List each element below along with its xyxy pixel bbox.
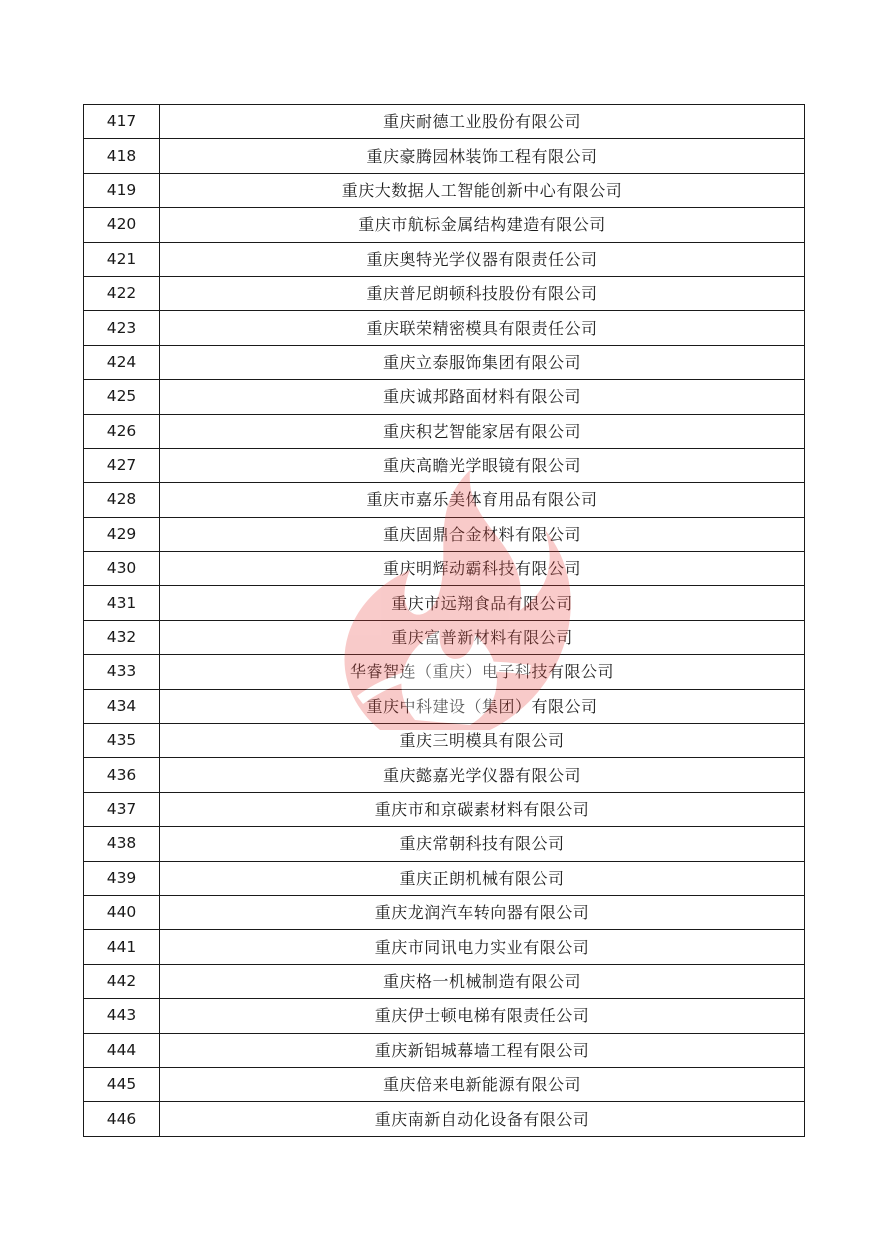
- table-row: [84, 414, 805, 448]
- table-row: [84, 964, 805, 998]
- company-name: 重庆市同讯电力实业有限公司: [160, 930, 805, 964]
- row-number: 438: [84, 827, 160, 861]
- company-name: 重庆懿嘉光学仪器有限公司: [160, 758, 805, 792]
- company-name: 重庆市嘉乐美体育用品有限公司: [160, 483, 805, 517]
- table-row: [84, 620, 805, 654]
- company-name: 重庆普尼朗顿科技股份有限公司: [160, 276, 805, 310]
- row-number: 425: [84, 380, 160, 414]
- table-row: [84, 380, 805, 414]
- table-row: [84, 276, 805, 310]
- table-row: [84, 724, 805, 758]
- company-name: 重庆倍来电新能源有限公司: [160, 1067, 805, 1101]
- row-number: 421: [84, 242, 160, 276]
- company-name: 重庆正朗机械有限公司: [160, 861, 805, 895]
- table-row: [84, 758, 805, 792]
- row-number: 422: [84, 276, 160, 310]
- table-row: [84, 1102, 805, 1136]
- row-number: 443: [84, 999, 160, 1033]
- row-number: 440: [84, 895, 160, 929]
- company-name: 重庆积艺智能家居有限公司: [160, 414, 805, 448]
- row-number: 433: [84, 655, 160, 689]
- row-number: 428: [84, 483, 160, 517]
- table-row: [84, 586, 805, 620]
- table-row: [84, 311, 805, 345]
- table-row: [84, 827, 805, 861]
- row-number: 434: [84, 689, 160, 723]
- row-number: 427: [84, 448, 160, 482]
- company-name: 重庆大数据人工智能创新中心有限公司: [160, 173, 805, 207]
- table-row: [84, 345, 805, 379]
- table-row: [84, 242, 805, 276]
- table-row: [84, 930, 805, 964]
- row-number: 429: [84, 517, 160, 551]
- company-name: 重庆高瞻光学眼镜有限公司: [160, 448, 805, 482]
- company-name: 重庆固鼎合金材料有限公司: [160, 517, 805, 551]
- company-name: 华睿智连（重庆）电子科技有限公司: [160, 655, 805, 689]
- table-row: [84, 448, 805, 482]
- company-name: 重庆市航标金属结构建造有限公司: [160, 208, 805, 242]
- company-name: 重庆明辉动霸科技有限公司: [160, 552, 805, 586]
- company-list-body: [84, 105, 805, 1137]
- row-number: 439: [84, 861, 160, 895]
- row-number: 430: [84, 552, 160, 586]
- table-row: [84, 105, 805, 139]
- row-number: 423: [84, 311, 160, 345]
- company-name: 重庆立泰服饰集团有限公司: [160, 345, 805, 379]
- table-row: [84, 999, 805, 1033]
- company-list-table: [83, 104, 805, 1137]
- table-row: [84, 861, 805, 895]
- company-name: 重庆格一机械制造有限公司: [160, 964, 805, 998]
- table-row: [84, 173, 805, 207]
- company-name: 重庆常朝科技有限公司: [160, 827, 805, 861]
- company-name: 重庆市和京碳素材料有限公司: [160, 792, 805, 826]
- table-row: [84, 208, 805, 242]
- company-name: 重庆南新自动化设备有限公司: [160, 1102, 805, 1136]
- row-number: 432: [84, 620, 160, 654]
- company-name: 重庆新铝城幕墙工程有限公司: [160, 1033, 805, 1067]
- row-number: 417: [84, 105, 160, 139]
- row-number: 431: [84, 586, 160, 620]
- table-row: [84, 1033, 805, 1067]
- table-row: [84, 552, 805, 586]
- table-row: [84, 655, 805, 689]
- company-name: 重庆龙润汽车转向器有限公司: [160, 895, 805, 929]
- company-name: 重庆富普新材料有限公司: [160, 620, 805, 654]
- row-number: 437: [84, 792, 160, 826]
- table-row: [84, 689, 805, 723]
- company-name: 重庆奥特光学仪器有限责任公司: [160, 242, 805, 276]
- company-name: 重庆豪腾园林装饰工程有限公司: [160, 139, 805, 173]
- company-name: 重庆诚邦路面材料有限公司: [160, 380, 805, 414]
- company-name: 重庆耐德工业股份有限公司: [160, 105, 805, 139]
- row-number: 418: [84, 139, 160, 173]
- table-row: [84, 895, 805, 929]
- row-number: 420: [84, 208, 160, 242]
- company-name: 重庆伊士顿电梯有限责任公司: [160, 999, 805, 1033]
- row-number: 424: [84, 345, 160, 379]
- company-name: 重庆联荣精密模具有限责任公司: [160, 311, 805, 345]
- company-name: 重庆中科建设（集团）有限公司: [160, 689, 805, 723]
- row-number: 445: [84, 1067, 160, 1101]
- company-name: 重庆三明模具有限公司: [160, 724, 805, 758]
- row-number: 441: [84, 930, 160, 964]
- row-number: 435: [84, 724, 160, 758]
- row-number: 446: [84, 1102, 160, 1136]
- table-row: [84, 517, 805, 551]
- row-number: 426: [84, 414, 160, 448]
- company-name: 重庆市远翔食品有限公司: [160, 586, 805, 620]
- row-number: 442: [84, 964, 160, 998]
- table-row: [84, 483, 805, 517]
- row-number: 444: [84, 1033, 160, 1067]
- row-number: 436: [84, 758, 160, 792]
- table-row: [84, 139, 805, 173]
- row-number: 419: [84, 173, 160, 207]
- table-row: [84, 792, 805, 826]
- table-row: [84, 1067, 805, 1101]
